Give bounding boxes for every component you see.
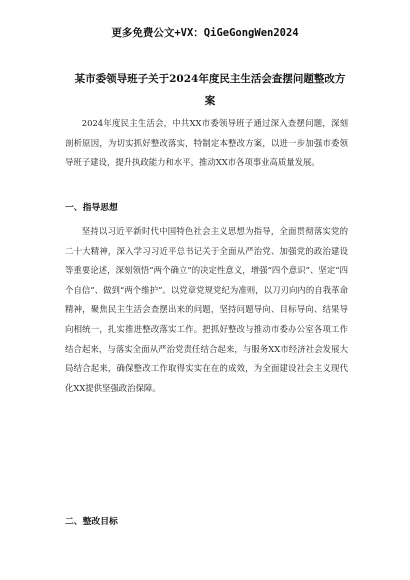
promo-line: 更多免费公文+VX：QiGeGongWen2024 bbox=[111, 27, 299, 39]
document-title: 某市委领导班子关于2024年度民主生活会查摆问题整改方案 bbox=[74, 73, 346, 107]
intro-paragraph: 2024年度民主生活会，中共XX市委领导班子通过深入查摆问题，深刻剖析原因，为切实抓好整改落实，特制定本整改方案，以进一步加强市委领导班子建设，提升执政能力和水平，推动XX市各项事业高质量发展。 bbox=[65, 118, 348, 168]
section-heading-guiding-ideology: 一、指导思想 bbox=[65, 203, 118, 213]
section-heading-rectification-goals: 二、整改目标 bbox=[65, 517, 118, 527]
guiding-ideology-paragraph: 坚持以习近平新时代中国特色社会主义思想为指导，全面贯彻落实党的二十大精神，深入学习习近平总书记关于全面从严治党、加强党的政治建设等重要论述，深刻领悟“两个确立”的决定性意义，增强“四个意识”、坚定“四个自信”、做到“两个维护”。以党章党规党纪为准则，以刀刃向内的自我革命精神，聚焦民主生活会查摆出来的问题，坚持问题导向、目标导向、结果导向相统一，扎实推进整改落实工作。把抓好整改与推动市委办公室各项工作结合起来，与落实全面从严治党责任结合起来，与服务XX市经济社会发展大局结合起来，确保整改工作取得实实在在的成效，为全面建设社会主义现代化XX提供坚强政治保障。 bbox=[65, 226, 348, 393]
